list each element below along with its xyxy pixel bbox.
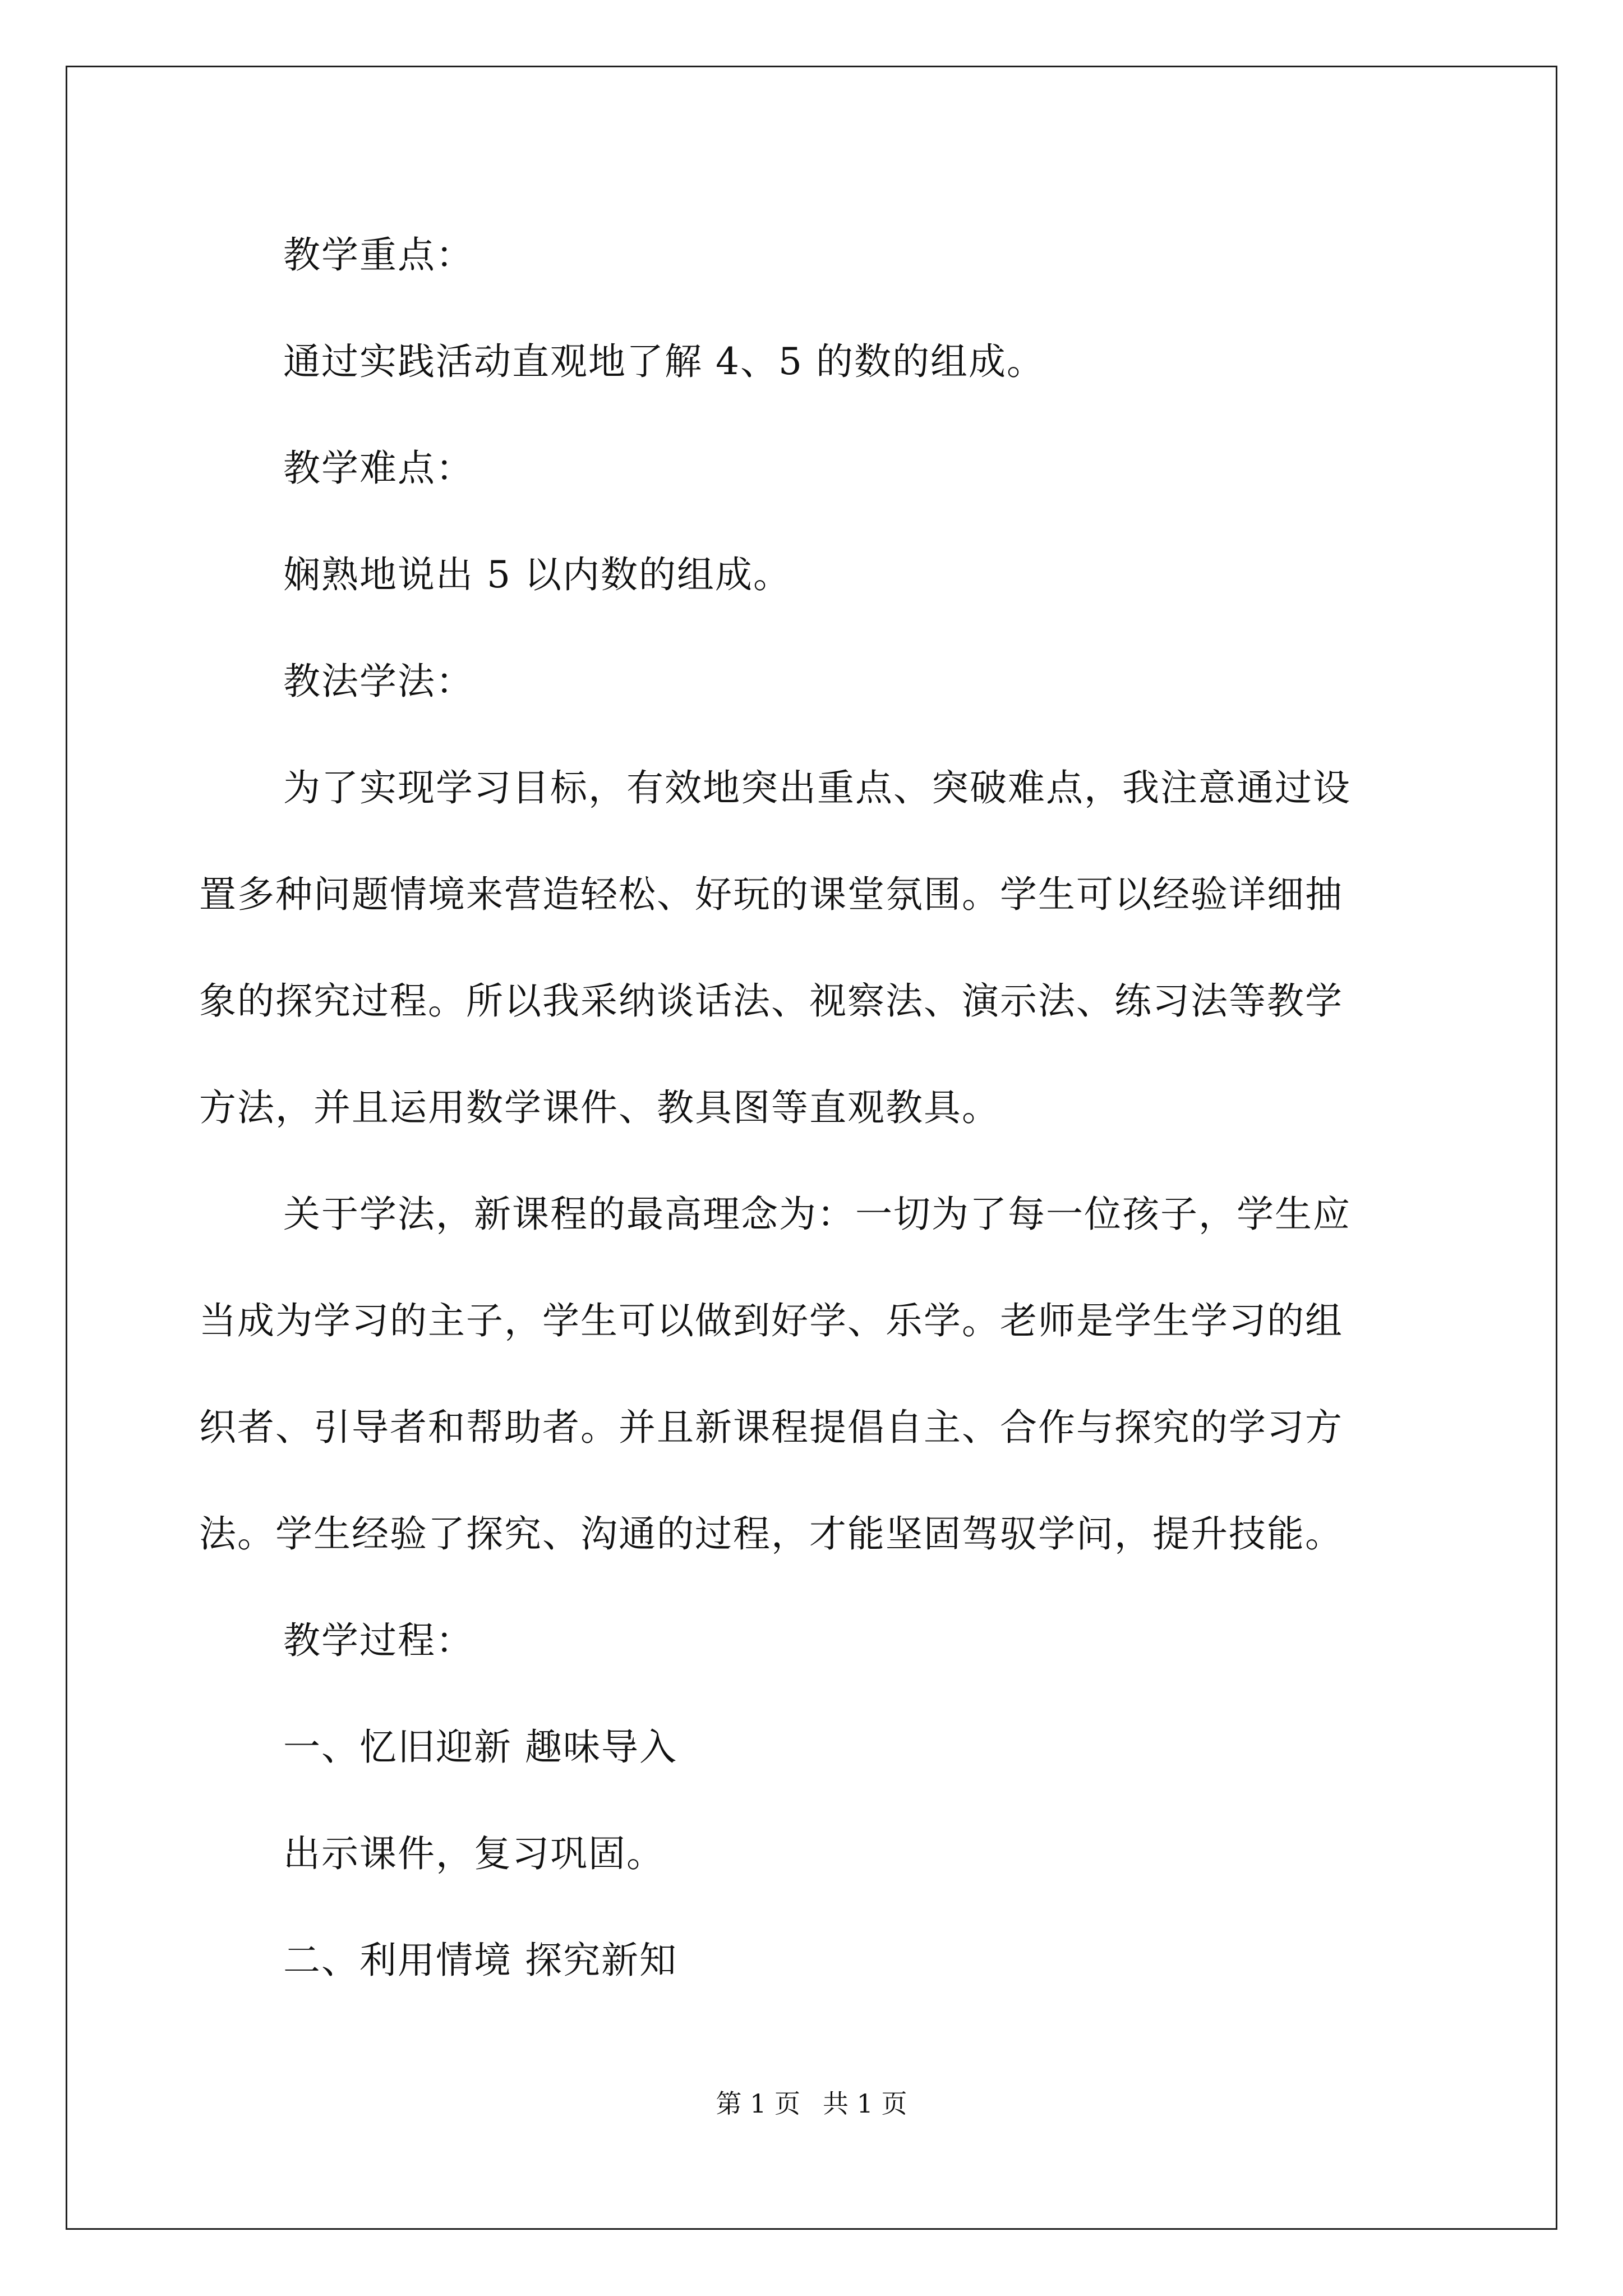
page-border — [66, 66, 1557, 2230]
paragraph-line: 法。学生经验了探究、沟通的过程，才能坚固驾驭学问，提升技能。 — [199, 1512, 1343, 1556]
paragraph-line: 出示课件，复习巩固。 — [283, 1832, 665, 1875]
page-total: 共 1 页 — [823, 2088, 907, 2119]
heading-teaching-focus: 教学重点： — [283, 233, 474, 277]
paragraph-focus-detail: 通过实践活动直观地了解 4、5 的数的组成。 — [283, 340, 1045, 383]
page-footer — [0, 2087, 1623, 2120]
section-heading-2: 二、利用情境 探究新知 — [283, 1939, 677, 1982]
page-number: 第 1 页 — [716, 2088, 800, 2119]
paragraph-line: 象的探究过程。所以我采纳谈话法、视察法、演示法、练习法等教学 — [199, 979, 1343, 1023]
paragraph-line: 织者、引导者和帮助者。并且新课程提倡自主、合作与探究的学习方 — [199, 1406, 1343, 1449]
paragraph-line: 方法，并且运用数学课件、教具图等直观教具。 — [199, 1086, 1000, 1129]
paragraph-difficulty-detail: 娴熟地说出 5 以内数的组成。 — [283, 553, 791, 596]
heading-teaching-difficulty: 教学难点： — [283, 447, 474, 490]
paragraph-line: 置多种问题情境来营造轻松、好玩的课堂氛围。学生可以经验详细抽 — [199, 873, 1343, 916]
paragraph-line: 关于学法，新课程的最高理念为：一切为了每一位孩子，学生应 — [283, 1193, 1351, 1236]
heading-teaching-process: 教学过程： — [283, 1619, 474, 1662]
section-heading-1: 一、忆旧迎新 趣味导入 — [283, 1726, 677, 1769]
paragraph-line: 当成为学习的主子，学生可以做到好学、乐学。老师是学生学习的组 — [199, 1299, 1343, 1342]
paragraph-line: 为了实现学习目标，有效地突出重点、突破难点，我注意通过设 — [283, 766, 1351, 809]
heading-teaching-methods: 教法学法： — [283, 660, 474, 703]
